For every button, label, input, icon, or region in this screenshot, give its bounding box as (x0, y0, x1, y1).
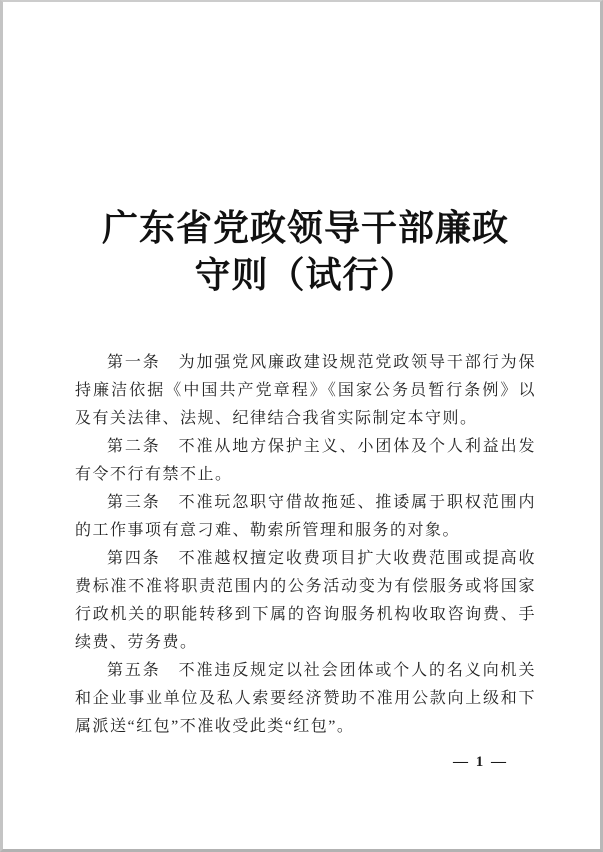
document-title-line-2: 守则（试行） (194, 255, 417, 295)
document-title-line-1: 广东省党政领导干部廉政 (101, 208, 509, 248)
paragraph-article-1: 第一条 为加强党风廉政建设规范党政领导干部行为保持廉洁依据《中国共产党章程》《国家公务员暂行条例》以及有关法律、法规、纪律结合我省实际制定本守则。 (75, 354, 536, 427)
paragraph-article-3: 第三条 不准玩忽职守借故拖延、推诿属于职权范围内的工作事项有意刁难、勒索所管理和服务的对象。 (75, 494, 536, 539)
paragraph-article-2: 第二条 不准从地方保护主义、小团体及个人利益出发有令不行有禁不止。 (75, 438, 536, 483)
paragraph-article-4: 第四条 不准越权擅定收费项目扩大收费范围或提高收费标准不准将职责范围内的公务活动变为有偿服务或将国家行政机关的职能转移到下属的咨询服务机构收取咨询费、手续费、劳务费。 (75, 550, 536, 651)
paragraph-article-5: 第五条 不准违反规定以社会团体或个人的名义向机关和企业事业单位及私人索要经济赞助不准用公款向上级和下属派送“红包”不准收受此类“红包”。 (75, 662, 536, 735)
document-body (75, 349, 536, 741)
page-number: — 1 — (453, 754, 508, 770)
document-title (75, 205, 536, 299)
